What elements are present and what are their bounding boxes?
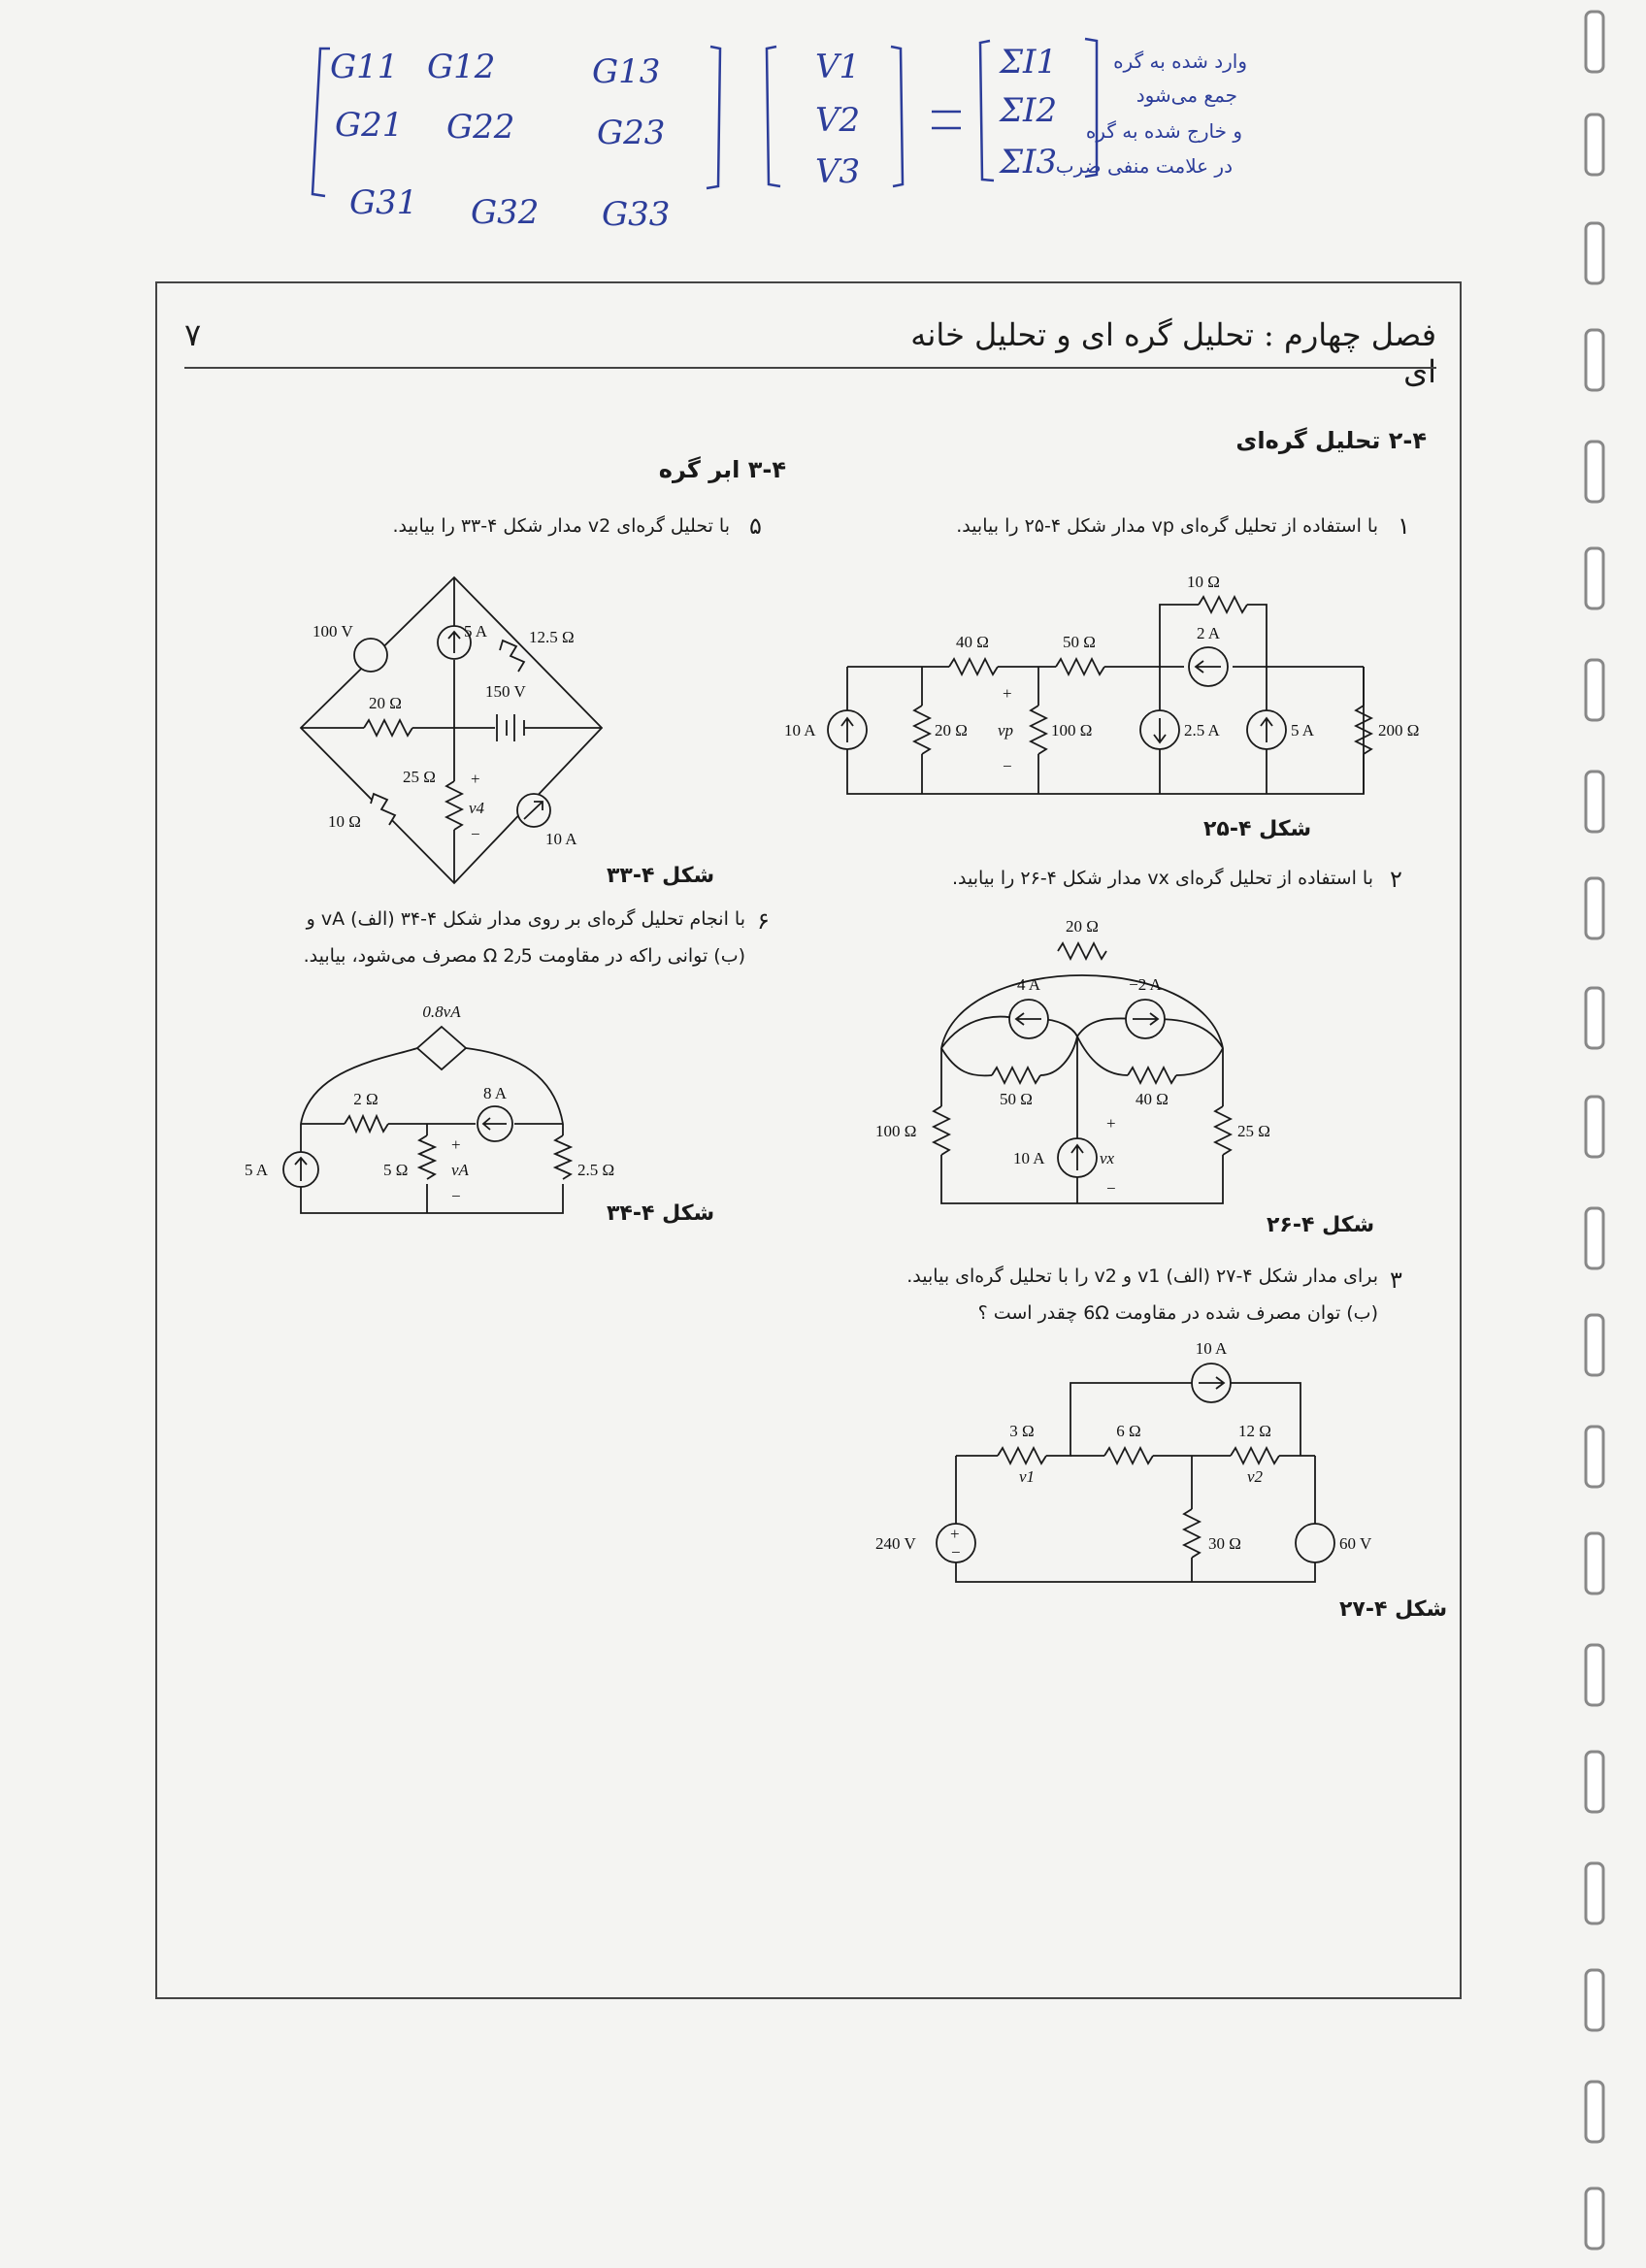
v2: V2 [815, 101, 861, 140]
q6-text-line2: (ب) توانی راکه در مقاومت Ω 2٫5 مصرف می‌شود، بیابید. [303, 945, 745, 967]
fig34-5a: 5 A [245, 1161, 269, 1179]
q6-text-line1: با انجام تحلیل گره‌ای بر روی مدار شکل ۴-۳۴ (الف) vA و [306, 908, 745, 930]
fig26-50ohm: 50 Ω [1000, 1090, 1033, 1108]
fig34-plus: + [451, 1135, 461, 1154]
fig27-v1: v1 [1019, 1467, 1036, 1486]
fig25-20ohm: 20 Ω [935, 721, 968, 740]
fig33-v4: v4 [469, 799, 485, 817]
fig26-100ohm: 100 Ω [875, 1122, 917, 1140]
fig27-240v: 240 V [875, 1534, 916, 1553]
section-title-nodal: ۲-۴ تحلیل گره‌ای [1235, 427, 1427, 454]
fig26-10a: 10 A [1013, 1149, 1045, 1167]
fig25-50ohm: 50 Ω [1063, 633, 1096, 651]
i2: ΣI2 [1000, 91, 1058, 130]
fig34-8a: 8 A [482, 1084, 508, 1102]
q2-number: ۲ [1390, 866, 1402, 893]
fig27-3ohm: 3 Ω [1009, 1422, 1035, 1440]
circuit-fig-4-26 [873, 912, 1300, 1223]
g32: G32 [471, 193, 540, 232]
circuit-fig-4-27 [854, 1339, 1398, 1601]
fig34-va: vA [451, 1161, 469, 1179]
page-number: ۷ [184, 316, 202, 353]
fig34-0-8va: 0.8vA [422, 1003, 461, 1021]
v1: V1 [815, 48, 861, 86]
q1-number: ۱ [1398, 512, 1410, 540]
fig27-60v: 60 V [1339, 1534, 1372, 1553]
i3: ΣI3 [1000, 143, 1058, 181]
q5-text: با تحلیل گره‌ای v2 مدار شکل ۴-۳۳ را بیابید. [392, 515, 730, 537]
fig25-2-5a: 2.5 A [1184, 721, 1220, 740]
fig27-src1-minus: − [951, 1543, 961, 1561]
fig33-20ohm: 20 Ω [369, 694, 402, 712]
fig33-minus: − [471, 825, 480, 843]
g31: G31 [349, 183, 418, 222]
header-divider [184, 367, 1436, 369]
q1-text: با استفاده از تحلیل گره‌ای vp مدار شکل ۴-۲۵ را بیابید. [956, 515, 1378, 537]
fig26-minus2a: −2 A [1129, 975, 1162, 994]
fig33-12-5ohm: 12.5 Ω [529, 628, 575, 646]
fig33-10a: 10 A [545, 830, 577, 848]
caption-fig-4-27: شکل ۴-۲۷ [1339, 1597, 1448, 1622]
circuit-fig-4-25 [776, 563, 1446, 854]
fig25-plus: + [1003, 684, 1012, 703]
fig34-5ohm: 5 Ω [383, 1161, 409, 1179]
fig25-minus: − [1003, 757, 1012, 775]
fig27-6ohm: 6 Ω [1116, 1422, 1141, 1440]
q3-number: ۳ [1390, 1266, 1402, 1294]
q2-text: با استفاده از تحلیل گره‌ای vx مدار شکل ۴-۲۶ را بیابید. [952, 868, 1373, 889]
fig25-10a: 10 A [784, 721, 816, 740]
q3-text-line1: برای مدار شکل ۴-۲۷ (الف) v1 و v2 را با تحلیل گره‌ای بیابید. [906, 1265, 1378, 1287]
fig25-vp: vp [998, 721, 1014, 740]
fig25-40ohm: 40 Ω [956, 633, 989, 651]
fig33-plus: + [471, 770, 480, 788]
g12: G12 [427, 48, 496, 86]
fig27-10a: 10 A [1195, 1339, 1228, 1358]
fig27-30ohm: 30 Ω [1208, 1534, 1241, 1553]
fig25-2a: 2 A [1196, 624, 1221, 642]
caption-fig-4-26: شکل ۴-۲۶ [1267, 1213, 1375, 1237]
fig33-25ohm: 25 Ω [403, 768, 436, 786]
fig33-100v: 100 V [313, 622, 353, 641]
i1: ΣI1 [1000, 43, 1058, 82]
q5-number: ۵ [749, 512, 762, 540]
fig34-2ohm: 2 Ω [353, 1090, 379, 1108]
caption-fig-4-34: شکل ۴-۳۴ [607, 1201, 715, 1226]
fig26-40ohm: 40 Ω [1136, 1090, 1169, 1108]
fig34-minus: − [451, 1187, 461, 1205]
binding-rings [1580, 0, 1629, 2268]
handwritten-equation [291, 19, 1262, 252]
note-line-2: جمع می‌شود [1136, 83, 1237, 107]
fig27-src1-plus: + [950, 1525, 960, 1543]
fig26-vx: vx [1100, 1149, 1115, 1167]
note-line-1: وارد شده به گره [1113, 49, 1247, 73]
fig26-minus: − [1106, 1179, 1116, 1198]
caption-fig-4-33: شکل ۴-۳۳ [607, 864, 715, 888]
fig27-12ohm: 12 Ω [1238, 1422, 1271, 1440]
section-title-supernode: ۳-۴ ابر گره [658, 456, 786, 483]
g23: G23 [597, 114, 666, 152]
note-line-3: و خارج شده به گره [1085, 119, 1242, 143]
circuit-fig-4-33 [291, 563, 641, 893]
circuit-fig-4-34 [233, 990, 621, 1223]
caption-fig-4-25: شکل ۴-۲۵ [1203, 817, 1312, 841]
fig25-10ohm: 10 Ω [1187, 573, 1220, 591]
q6-number: ۶ [757, 907, 770, 935]
fig25-5a: 5 A [1291, 721, 1315, 740]
fig25-200ohm: 200 Ω [1378, 721, 1420, 740]
fig26-plus: + [1106, 1114, 1116, 1133]
fig33-5a: 5 A [464, 622, 488, 641]
v3: V3 [815, 152, 861, 191]
fig25-100ohm: 100 Ω [1051, 721, 1093, 740]
chapter-title: فصل چهارم : تحلیل گره ای و تحلیل خانه ای [910, 316, 1436, 390]
fig26-20ohm: 20 Ω [1066, 917, 1099, 936]
g21: G21 [335, 106, 404, 145]
fig34-2-5ohm: 2.5 Ω [577, 1161, 615, 1179]
g13: G13 [592, 52, 661, 91]
g33: G33 [602, 195, 671, 234]
note-line-4: در علامت منفی ضرب [1055, 154, 1233, 178]
g11: G11 [330, 48, 399, 86]
fig26-25ohm: 25 Ω [1237, 1122, 1270, 1140]
g22: G22 [446, 108, 515, 147]
fig26-4a: 4 A [1016, 975, 1041, 994]
fig27-v2: v2 [1247, 1467, 1264, 1486]
q3-text-line2: (ب) توان مصرف شده در مقاومت 6Ω چقدر است ؟ [977, 1302, 1378, 1324]
fig33-150v: 150 V [485, 682, 526, 701]
fig33-10ohm: 10 Ω [328, 812, 361, 831]
